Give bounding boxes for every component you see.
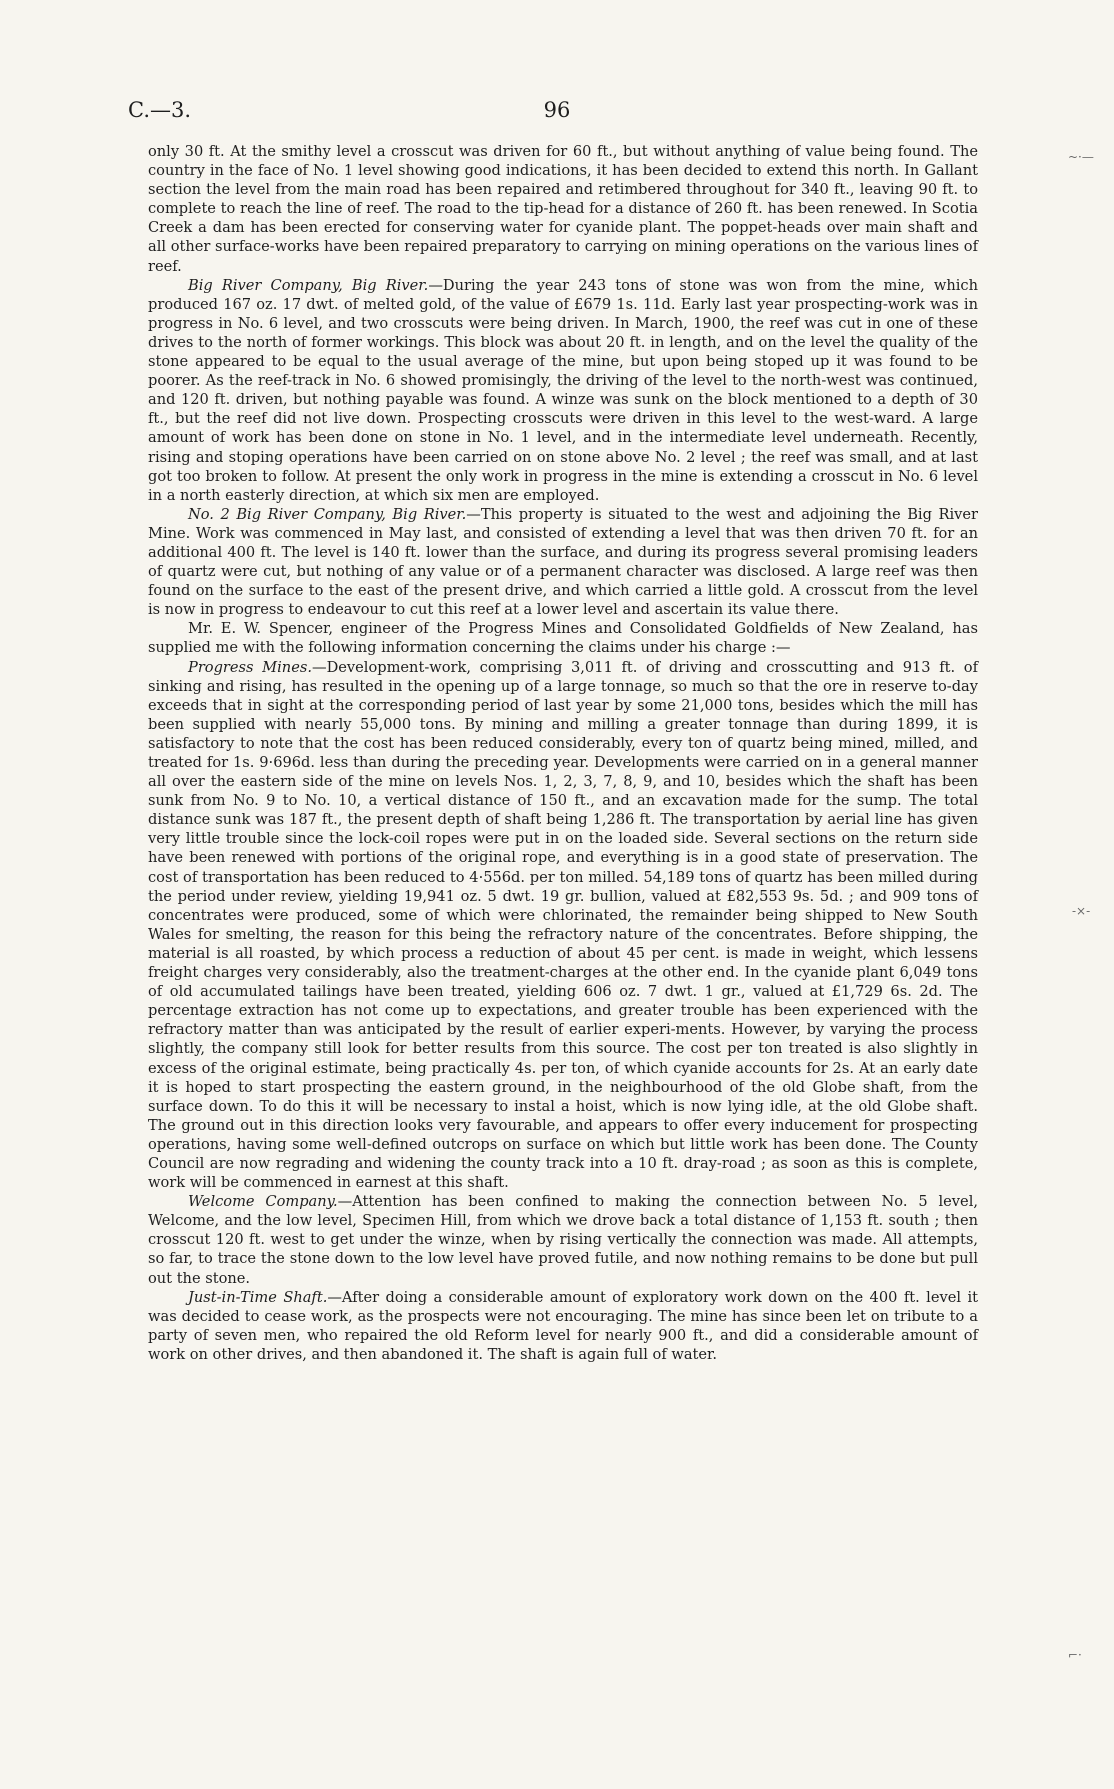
paragraph-spencer: Mr. E. W. Spencer, engineer of the Progress Mines and Consolidated Goldfields of New Zealand, has supplied me with the following information concerning the claims under his charge :— bbox=[148, 620, 978, 657]
paragraph-no2-big-river: No. 2 Big River Company, Big River.—This property is situated to the west and adjoining the Big River Mine. Work was commenced in May last, and consisted of extending a level that was then driven 70 ft. for an additional 400 ft. The level is 140 ft. lower than the surface, and during its progress several promising leaders of quartz were cut, but nothing of any value or of a permanent character was disclosed. A large reef was then found on the surface to the east of the present drive, and which carried a little gold. A crosscut from the level is now in progress to endeavour to cut this reef at a lower level and ascertain its value there. bbox=[148, 505, 978, 619]
paragraph-progress-mines: Progress Mines.—Development-work, comprising 3,011 ft. of driving and crosscutting and 913 ft. of sinking and rising, has resulted in the opening up of a large tonnage, so much so that the ore in reserve to-day exceeds that in sight at the corresponding period of last year by some 21,000 tons, besides which the mill has been supplied with nearly 55,000 tons. By mining and milling a greater tonnage than during 1899, it is satisfactory to note that the cost has been reduced considerably, every ton of quartz being mined, milled, and treated for 1s. 9·696d. less than during the preceding year. Developments were carried on in a general manner all over the eastern side of the mine on levels Nos. 1, 2, 3, 7, 8, 9, and 10, besides which the shaft has been sunk from No. 9 to No. 10, a vertical distance of 150 ft., and an excavation made for the sump. The total distance sunk was 187 ft., the present depth of shaft being 1,286 ft. The transportation by aerial line has given very little trouble since the lock-coil ropes were put in on the loaded side. Several sections on the return side have been renewed with portions of the original rope, and everything is in a good state of preservation. The cost of transportation has been reduced to 4·556d. per ton milled. 54,189 tons of quartz has been milled during the period under review, yielding 19,941 oz. 5 dwt. 19 gr. bullion, valued at £82,553 9s. 5d. ; and 909 tons of concentrates were produced, some of which were chlorinated, the remainder being shipped to New South Wales for smelting, the reason for this being the refractory nature of the concentrates. Before shipping, the material is all roasted, by which process a reduction of about 45 per cent. is made in weight, which lessens freight charges very considerably, also the treatment-charges at the other end. In the cyanide plant 6,049 tons of old accumulated tailings have been treated, yielding 606 oz. 7 dwt. 1 gr., valued at £1,729 6s. 2d. The percentage extraction has not come up to expectations, and greater trouble has been experienced with the refractory matter than was anticipated by the result of earlier experi-ments. However, by varying the process slightly, the company still look for better results from this source. The cost per ton treated is also slightly in excess of the original estimate, being practically 4s. per ton, of which cyanide accounts for 2s. At an early date it is hoped to start prospecting the eastern ground, in the neighbourhood of the old Globe shaft, from the surface down. To do this it will be necessary to instal a hoist, which is now lying idle, at the old Globe shaft. The ground out in this direction looks very favourable, and appears to offer every inducement for prospecting operations, having some well-defined outcrops on surface on which but little work has been done. The County Council are now regrading and widening the county track into a 10 ft. dray-road ; as soon as this is complete, work will be commenced in earnest at this shaft. bbox=[148, 658, 978, 1192]
paragraph-just-in-time: Just-in-Time Shaft.—After doing a considerable amount of exploratory work down on the 400 ft. level it was decided to cease work, as the prospects were not encouraging. The mine has since been let on tribute to a party of seven men, who repaired the old Reform level for nearly 900 ft., and did a considerable amount of work on other drives, and then abandoned it. The shaft is again full of water. bbox=[148, 1288, 978, 1363]
paragraph-welcome: Welcome Company.—Attention has been confined to making the connection between No. 5 level, Welcome, and the low level, Specimen Hill, from which we drove back a total distance of 1,153 ft. south ; then crosscut 120 ft. west to get under the winze, when by rising vertically the connection was made. All attempts, so far, to trace the stone down to the low level have proved futile, and now nothing remains to be done but pull out the stone. bbox=[148, 1193, 978, 1287]
section-heading: Progress Mines. bbox=[188, 658, 312, 676]
section-heading: Just-in-Time Shaft. bbox=[188, 1288, 328, 1306]
section-heading: Big River Company, Big River. bbox=[188, 276, 429, 294]
margin-mark-bottom: ⌐· bbox=[1068, 1648, 1082, 1662]
document-reference: C.—3. bbox=[128, 98, 192, 122]
section-heading: Welcome Company. bbox=[188, 1193, 338, 1211]
body-text bbox=[148, 142, 978, 1364]
page-header bbox=[0, 98, 1114, 128]
page-number: 96 bbox=[543, 98, 571, 122]
paragraph-big-river: Big River Company, Big River.—During the year 243 tons of stone was won from the mine, which produced 167 oz. 17 dwt. of melted gold, of the value of £679 1s. 11d. Early last year prospecting-work was in progress in No. 6 level, and two crosscuts were being driven. In March, 1900, the reef was cut in one of these drives to the north of former workings. This block was about 20 ft. in length, and on the level the quality of the stone appeared to be equal to the usual average of the mine, but upon being stoped up it was found to be poorer. As the reef-track in No. 6 showed promisingly, the driving of the level to the north-west was continued, and 120 ft. driven, but nothing payable was found. A winze was sunk on the block mentioned to a depth of 30 ft., but the reef did not live down. Prospecting crosscuts were driven in this level to the west-ward. A large amount of work has been done on stone in No. 1 level, and in the intermediate level underneath. Recently, rising and stoping operations have been carried on on stone above No. 2 level ; the reef was small, and at last got too broken to follow. At present the only work in progress in the mine is extending a crosscut in No. 6 level in a north easterly direction, at which six men are employed. bbox=[148, 276, 978, 504]
margin-mark-middle: -×- bbox=[1072, 904, 1091, 918]
paragraph-1: only 30 ft. At the smithy level a crosscut was driven for 60 ft., but without anything of value being found. The country in the face of No. 1 level showing good indications, it has been decided to extend this north. In Gallant section the level from the main road has been repaired and retimbered throughout for 340 ft., leaving 90 ft. to complete to reach the line of reef. The road to the tip-head for a distance of 260 ft. has been renewed. In Scotia Creek a dam has been erected for conserving water for cyanide plant. The poppet-heads over main shaft and all other surface-works have been repaired preparatory to carrying on mining operations on the various lines of reef. bbox=[148, 143, 978, 275]
margin-mark-top: ~·— bbox=[1068, 150, 1094, 164]
section-heading: No. 2 Big River Company, Big River. bbox=[188, 505, 467, 523]
